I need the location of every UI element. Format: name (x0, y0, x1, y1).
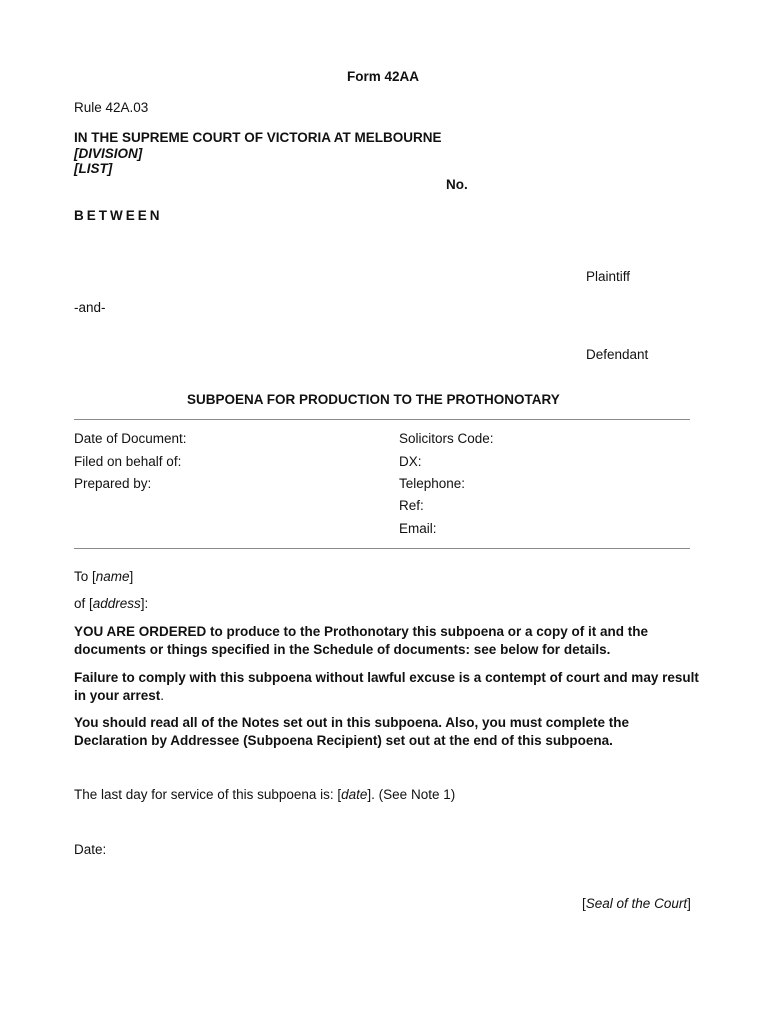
detail-prepared-by: Prepared by: (74, 476, 152, 491)
bottom-divider (74, 548, 690, 549)
detail-telephone: Telephone: (399, 476, 466, 491)
date-placeholder: date (341, 787, 368, 802)
detail-email: Email: (399, 521, 437, 536)
between-heading: BETWEEN (74, 208, 163, 223)
document-title: SUBPOENA FOR PRODUCTION TO THE PROTHONOTARY (187, 392, 560, 407)
list-placeholder: [LIST] (74, 161, 113, 176)
case-number-label: No. (446, 177, 468, 192)
detail-date-of-document: Date of Document: (74, 431, 187, 446)
addressee-name-line: To [name] (74, 569, 134, 584)
court-seal: [Seal of the Court] (582, 896, 691, 911)
division-placeholder: [DIVISION] (74, 146, 143, 161)
defendant-label: Defendant (586, 347, 649, 362)
addressee-address-line: of [address]: (74, 596, 149, 611)
and-separator: -and- (74, 300, 106, 315)
form-number: Form 42AA (347, 69, 420, 84)
order-paragraph: YOU ARE ORDERED to produce to the Prothonotary this subpoena or a copy of it and the documents or things specified in the Schedule of documents: see below for details. (74, 624, 649, 657)
address-placeholder: address (92, 596, 141, 611)
detail-filed-on-behalf: Filed on behalf of: (74, 454, 182, 469)
court-name: IN THE SUPREME COURT OF VICTORIA AT MELBOURNE (74, 130, 442, 145)
detail-solicitors-code: Solicitors Code: (399, 431, 494, 446)
plaintiff-label: Plaintiff (586, 269, 631, 284)
service-deadline: The last day for service of this subpoena is: [date]. (See Note 1) (74, 787, 456, 802)
date-label: Date: (74, 842, 107, 857)
detail-dx: DX: (399, 454, 422, 469)
name-placeholder: name (95, 569, 130, 584)
notes-instruction: You should read all of the Notes set out in this subpoena. Also, you must complete the Declaration by Addressee (Subpoena Recipient) set out at the end of this subpoena. (74, 715, 630, 748)
detail-ref: Ref: (399, 498, 424, 513)
top-divider (74, 419, 690, 420)
contempt-warning: Failure to comply with this subpoena without lawful excuse is a contempt of court and may result in your arrest. (74, 670, 699, 703)
rule-number: Rule 42A.03 (74, 100, 149, 115)
